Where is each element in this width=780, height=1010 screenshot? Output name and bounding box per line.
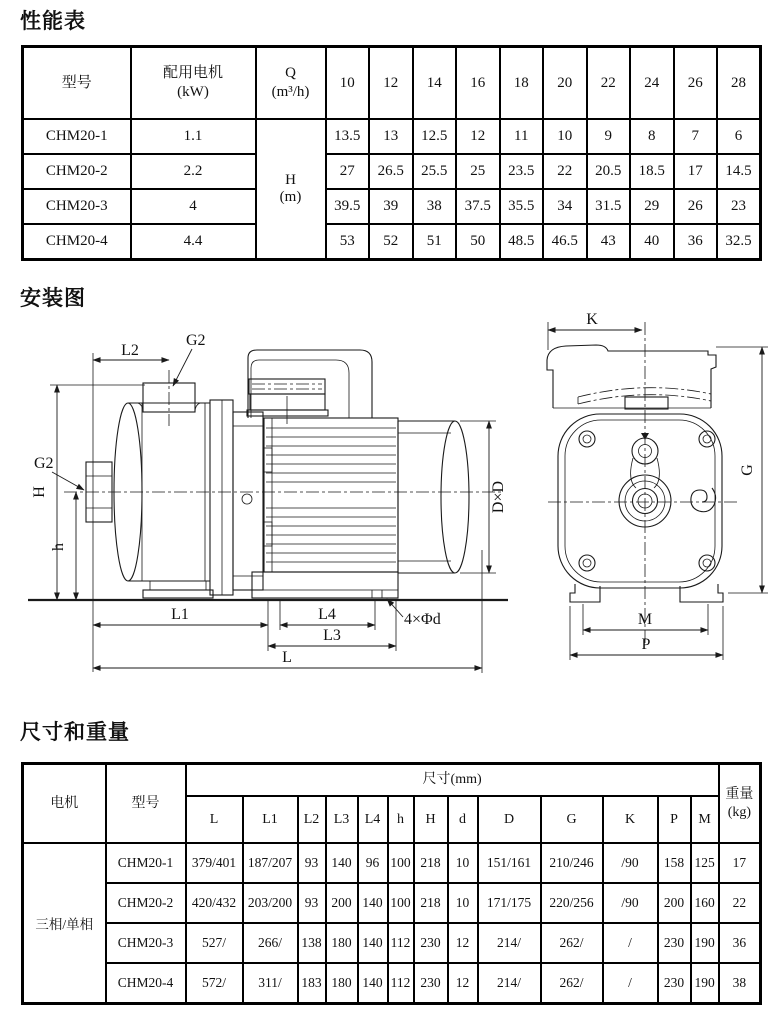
dimensions-row <box>23 963 761 1004</box>
size-value-cell: 572/ <box>186 963 243 1004</box>
motor-body <box>264 418 398 572</box>
size-value-cell: 190 <box>691 963 719 1004</box>
size-column-header-cell: L <box>186 796 243 843</box>
head-value-cell: 46.5 <box>543 224 587 260</box>
head-value-cell: 53 <box>326 224 370 260</box>
head-value-cell: 38 <box>413 189 457 224</box>
size-column-header-cell: L1 <box>243 796 298 843</box>
head-value-cell: 9 <box>587 119 631 154</box>
head-value-cell: 52 <box>369 224 413 260</box>
performance-row <box>23 189 761 224</box>
size-value-cell: 125 <box>691 843 719 883</box>
dimensions-row <box>23 883 761 923</box>
motor-header-cell <box>131 47 256 120</box>
size-value-cell: 140 <box>358 923 388 963</box>
terminal-box <box>247 350 372 424</box>
size-column-header-cell: d <box>448 796 478 843</box>
size-value-cell: 200 <box>326 883 358 923</box>
head-value-cell: 26 <box>674 189 718 224</box>
head-value-cell: 48.5 <box>500 224 544 260</box>
dim-label-h-total: H <box>31 486 48 498</box>
size-value-cell: 262/ <box>541 923 603 963</box>
pump-body <box>114 400 233 595</box>
size-value-cell: 138 <box>298 923 326 963</box>
flow-value-header-cell: 22 <box>587 47 631 120</box>
flow-value-header-cell: 10 <box>326 47 370 120</box>
flow-value-header-cell: 16 <box>456 47 500 120</box>
performance-header-row <box>23 47 761 120</box>
flow-value-header-cell: 28 <box>717 47 761 120</box>
head-unit: (m) <box>279 189 302 205</box>
size-value-cell: /90 <box>603 843 658 883</box>
size-value-cell: 230 <box>414 963 448 1004</box>
size-value-cell: 100 <box>388 883 414 923</box>
model-cell: CHM20-4 <box>23 224 131 260</box>
dimensions-table-body <box>23 843 761 1004</box>
model-cell: CHM20-1 <box>23 119 131 154</box>
flow-value-header-cell: 20 <box>543 47 587 120</box>
size-value-cell: 112 <box>388 923 414 963</box>
size-value-cell: 10 <box>448 883 478 923</box>
size-value-cell: /90 <box>603 883 658 923</box>
size-value-cell: 210/246 <box>541 843 603 883</box>
size-value-cell: 112 <box>388 963 414 1004</box>
head-value-cell: 50 <box>456 224 500 260</box>
size-value-cell: 220/256 <box>541 883 603 923</box>
size-column-header-cell: M <box>691 796 719 843</box>
model-cell: CHM20-2 <box>106 883 186 923</box>
head-unit-cell <box>256 119 326 260</box>
motor-header-line1: 配用电机 <box>162 65 223 82</box>
performance-row <box>23 154 761 189</box>
size-value-cell: 200 <box>658 883 691 923</box>
size-value-cell: 10 <box>448 843 478 883</box>
size-column-header-cell: K <box>603 796 658 843</box>
size-column-header-cell: h <box>388 796 414 843</box>
dim-label-l3: L3 <box>323 627 341 644</box>
size-value-cell: 158 <box>658 843 691 883</box>
size-value-cell: 140 <box>326 843 358 883</box>
mounting-base <box>143 572 398 598</box>
dim-label-k: K <box>586 311 598 328</box>
motor-power-cell: 2.2 <box>131 154 256 189</box>
size-value-cell: 180 <box>326 923 358 963</box>
size-value-cell: 180 <box>326 963 358 1004</box>
head-value-cell: 34 <box>543 189 587 224</box>
front-feet <box>570 584 723 602</box>
size-value-cell: 527/ <box>186 923 243 963</box>
head-value-cell: 37.5 <box>456 189 500 224</box>
head-value-cell: 25 <box>456 154 500 189</box>
installation-diagram <box>0 300 780 700</box>
head-value-cell: 17 <box>674 154 718 189</box>
dim-label-h-base: h <box>50 543 67 551</box>
performance-table <box>21 45 762 261</box>
side-view-dimensions <box>31 332 507 673</box>
size-value-cell: 140 <box>358 883 388 923</box>
head-value-cell: 12.5 <box>413 119 457 154</box>
size-value-cell: 203/200 <box>243 883 298 923</box>
head-value-cell: 27 <box>326 154 370 189</box>
head-value-cell: 36 <box>674 224 718 260</box>
model-header-cell: 型号 <box>106 764 186 844</box>
size-value-cell: 187/207 <box>243 843 298 883</box>
size-value-cell: 140 <box>358 963 388 1004</box>
head-value-cell: 35.5 <box>500 189 544 224</box>
size-column-header-cell: P <box>658 796 691 843</box>
dimensions-section-title: 尺寸和重量 <box>20 720 130 744</box>
weight-value-cell: 38 <box>719 963 761 1004</box>
size-value-cell: 151/161 <box>478 843 541 883</box>
head-value-cell: 11 <box>500 119 544 154</box>
size-column-header-cell: L3 <box>326 796 358 843</box>
size-value-cell: 214/ <box>478 923 541 963</box>
size-column-header-cell: D <box>478 796 541 843</box>
size-value-cell: 100 <box>388 843 414 883</box>
dim-label-bolt-callout: 4×Φd <box>404 611 441 628</box>
dimensions-row <box>23 923 761 963</box>
size-column-header-cell: H <box>414 796 448 843</box>
dim-label-l-total: L <box>282 649 292 666</box>
size-value-cell: 218 <box>414 843 448 883</box>
fan-cover <box>398 421 469 573</box>
size-value-cell: 230 <box>658 963 691 1004</box>
model-cell: CHM20-1 <box>106 843 186 883</box>
flow-unit: (m³/h) <box>271 84 310 100</box>
size-value-cell: 266/ <box>243 923 298 963</box>
size-value-cell: 183 <box>298 963 326 1004</box>
weight-value-cell: 17 <box>719 843 761 883</box>
size-value-cell: 420/432 <box>186 883 243 923</box>
motor-power-cell: 1.1 <box>131 119 256 154</box>
dim-label-l4: L4 <box>318 606 336 623</box>
head-value-cell: 7 <box>674 119 718 154</box>
size-value-cell: 230 <box>658 923 691 963</box>
flow-value-header-cell: 14 <box>413 47 457 120</box>
front-pump-face <box>558 414 722 588</box>
flow-value-header-cell: 18 <box>500 47 544 120</box>
dim-label-g2-top: G2 <box>186 332 206 349</box>
head-value-cell: 23.5 <box>500 154 544 189</box>
size-value-cell: / <box>603 963 658 1004</box>
head-value-cell: 26.5 <box>369 154 413 189</box>
head-value-cell: 31.5 <box>587 189 631 224</box>
dims-group-header-row <box>23 764 761 797</box>
dim-label-g: G <box>739 464 756 476</box>
flow-unit-header-cell <box>256 47 326 120</box>
weight-value-cell: 22 <box>719 883 761 923</box>
size-column-header-cell: L2 <box>298 796 326 843</box>
flow-value-header-cell: 26 <box>674 47 718 120</box>
head-value-cell: 43 <box>587 224 631 260</box>
size-value-cell: 379/401 <box>186 843 243 883</box>
size-value-cell: 96 <box>358 843 388 883</box>
performance-section-title: 性能表 <box>20 9 86 33</box>
corner-bolts <box>579 431 715 571</box>
size-value-cell: 190 <box>691 923 719 963</box>
flow-symbol: Q <box>285 65 296 82</box>
motor-power-cell: 4 <box>131 189 256 224</box>
head-value-cell: 10 <box>543 119 587 154</box>
weight-header-line2: (kg) <box>727 804 752 820</box>
size-value-cell: 12 <box>448 963 478 1004</box>
head-value-cell: 18.5 <box>630 154 674 189</box>
flow-value-header-cell: 12 <box>369 47 413 120</box>
lantern-bracket <box>233 412 272 590</box>
brand-logo <box>691 488 716 512</box>
performance-row <box>23 119 761 154</box>
dim-label-p: P <box>641 636 651 653</box>
weight-header-line1: 重量 <box>725 787 754 802</box>
head-value-cell: 13 <box>369 119 413 154</box>
model-cell: CHM20-2 <box>23 154 131 189</box>
installation-section-title: 安装图 <box>20 286 86 310</box>
head-value-cell: 39 <box>369 189 413 224</box>
pump-front-view <box>547 311 768 660</box>
head-value-cell: 39.5 <box>326 189 370 224</box>
dimensions-table <box>21 762 762 1005</box>
motor-header-line2: (kW) <box>177 84 209 100</box>
head-value-cell: 40 <box>630 224 674 260</box>
weight-value-cell: 36 <box>719 923 761 963</box>
dim-label-dxd: D×D <box>490 480 507 514</box>
size-column-header-cell: G <box>541 796 603 843</box>
head-value-cell: 12 <box>456 119 500 154</box>
head-value-cell: 8 <box>630 119 674 154</box>
size-value-cell: 93 <box>298 843 326 883</box>
head-value-cell: 23 <box>717 189 761 224</box>
head-value-cell: 20.5 <box>587 154 631 189</box>
size-value-cell: 262/ <box>541 963 603 1004</box>
weight-header-cell <box>719 764 761 844</box>
size-value-cell: / <box>603 923 658 963</box>
size-value-cell: 12 <box>448 923 478 963</box>
head-value-cell: 29 <box>630 189 674 224</box>
head-value-cell: 22 <box>543 154 587 189</box>
head-value-cell: 32.5 <box>717 224 761 260</box>
dim-label-g2-left: G2 <box>34 455 54 472</box>
size-value-cell: 311/ <box>243 963 298 1004</box>
performance-table-body <box>23 119 761 260</box>
model-cell: CHM20-3 <box>106 923 186 963</box>
head-value-cell: 25.5 <box>413 154 457 189</box>
size-value-cell: 218 <box>414 883 448 923</box>
size-value-cell: 230 <box>414 923 448 963</box>
size-value-cell: 171/175 <box>478 883 541 923</box>
head-value-cell: 51 <box>413 224 457 260</box>
front-motor-housing <box>547 345 716 409</box>
model-cell: CHM20-3 <box>23 189 131 224</box>
performance-row <box>23 224 761 260</box>
head-value-cell: 14.5 <box>717 154 761 189</box>
size-column-header-cell: L4 <box>358 796 388 843</box>
dim-label-l1: L1 <box>171 606 189 623</box>
head-value-cell: 6 <box>717 119 761 154</box>
head-symbol: H <box>285 172 296 188</box>
model-header-cell: 型号 <box>23 47 131 120</box>
size-value-cell: 93 <box>298 883 326 923</box>
motor-type-cell: 三相/单相 <box>23 843 106 1004</box>
flow-value-header-cell: 24 <box>630 47 674 120</box>
dim-label-l2: L2 <box>121 342 139 359</box>
head-value-cell: 13.5 <box>326 119 370 154</box>
dimensions-row <box>23 843 761 883</box>
motor-header-cell: 电机 <box>23 764 106 844</box>
pump-side-view <box>28 332 508 673</box>
size-value-cell: 214/ <box>478 963 541 1004</box>
motor-power-cell: 4.4 <box>131 224 256 260</box>
size-value-cell: 160 <box>691 883 719 923</box>
model-cell: CHM20-4 <box>106 963 186 1004</box>
dim-label-m: M <box>637 611 653 628</box>
size-group-header-cell: 尺寸(mm) <box>186 764 719 797</box>
